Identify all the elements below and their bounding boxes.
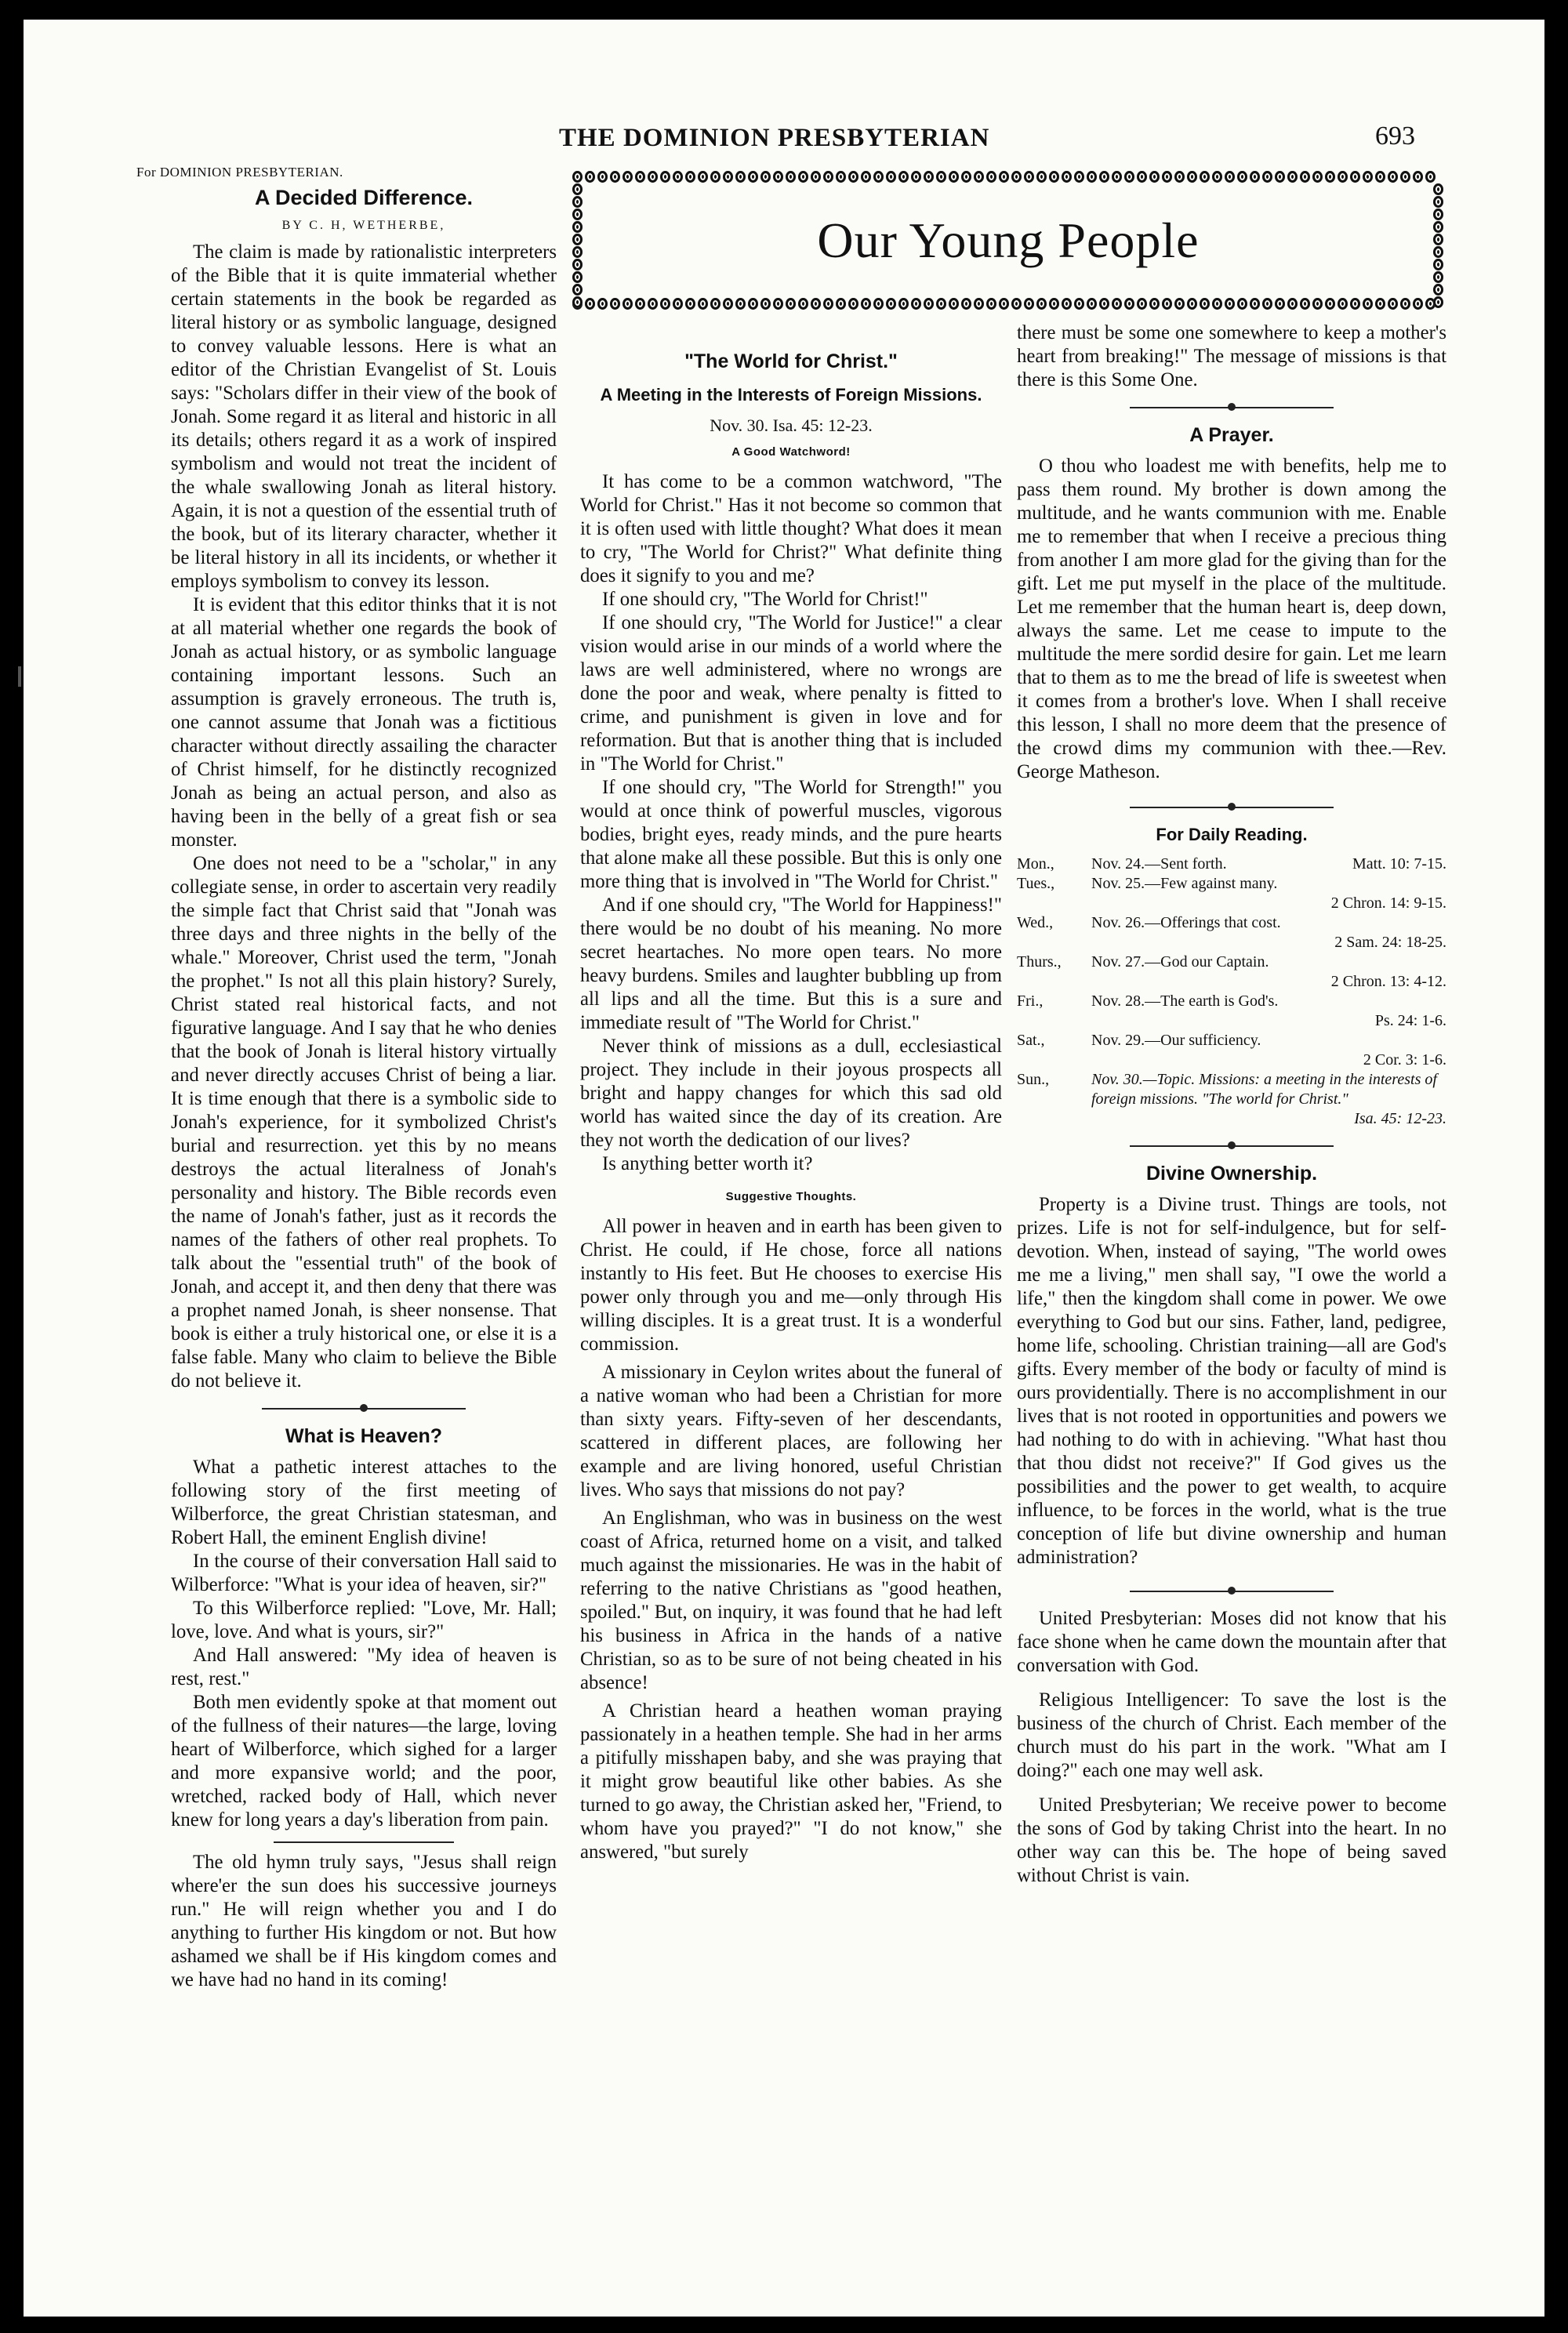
banner-border-bead — [748, 298, 758, 310]
banner-border-bead — [1433, 234, 1443, 245]
paragraph: Property is a Divine trust. Things are tools, not prizes. Life is not for self-indulgence, but for self-devotion. When, instead of saying, "The world owes me me a living," men shall say, "I owe the world a life," then the kingdom shall come in power. We owe everything to God but our sins. Father, land, pedigree, home life, schooling. Christian training—all are God's gifts. Every member of the body or faculty of mind is ours providentially. There is no accomplishment in our lives that is not rooted in opportunities and powers we had nothing to do with in achieving. "What hast thou that thou didst not receive?" If God gives us the possibilities and the power to get wealth, to acquire influence, to be forces in the world, what is the true conception of life but divine ownership and human administration? — [1017, 1194, 1446, 1568]
section-banner — [572, 171, 1444, 310]
banner-border-bead — [1400, 171, 1410, 183]
column-right — [1017, 321, 1446, 1888]
reading-day: Sat., — [1017, 1032, 1045, 1049]
article-title-decided-difference: A Decided Difference. — [254, 186, 474, 209]
banner-border-bead — [1200, 171, 1210, 183]
banner-border-bead — [748, 171, 758, 183]
section-divider — [262, 1399, 466, 1418]
banner-border-bead — [1312, 171, 1323, 183]
banner-border-bead — [622, 171, 633, 183]
banner-border-bead — [811, 171, 821, 183]
banner-border-bead — [648, 298, 658, 310]
banner-border-bead — [961, 171, 971, 183]
banner-border-bead — [786, 171, 796, 183]
subhead-suggestive-thoughts: Suggestive Thoughts. — [725, 1190, 857, 1203]
banner-border-bead — [635, 171, 645, 183]
banner-border-bead — [1124, 298, 1134, 310]
banner-border-bead — [911, 298, 921, 310]
banner-border-bead — [1250, 171, 1260, 183]
banner-border-bead — [1174, 298, 1185, 310]
reading-ref: 2 Chron. 14: 9-15. — [1330, 894, 1446, 912]
banner-border-bead — [1087, 298, 1097, 310]
banner-border-bead — [898, 171, 909, 183]
banner-border-bead — [798, 298, 808, 310]
banner-border-bead — [1074, 171, 1084, 183]
banner-border-bead — [1187, 171, 1197, 183]
banner-border-bead — [1137, 171, 1147, 183]
banner-border-bead — [823, 298, 833, 310]
banner-border-bead — [861, 171, 871, 183]
banner-border-bead — [1225, 171, 1235, 183]
scan-margin-mark — [18, 666, 21, 687]
column-middle — [580, 345, 1002, 1864]
banner-border-bead — [1011, 298, 1022, 310]
banner-border-bead — [1262, 298, 1272, 310]
banner-border-bead — [1011, 171, 1022, 183]
banner-border-bead — [986, 298, 996, 310]
banner-border-bead — [1087, 171, 1097, 183]
banner-border-bead — [1275, 171, 1285, 183]
banner-border-bead — [572, 171, 583, 183]
banner-border-bead — [886, 171, 896, 183]
banner-border-bead — [1433, 259, 1443, 270]
banner-border-bead — [1225, 298, 1235, 310]
banner-border-bead — [1262, 171, 1272, 183]
article-kicker: For DOMINION PRESBYTERIAN. — [136, 165, 343, 180]
article-byline: BY C. H, WETHERBE, — [281, 219, 446, 232]
banner-border-bead — [673, 298, 683, 310]
banner-border-bead — [798, 171, 808, 183]
banner-border-bead — [648, 171, 658, 183]
banner-border-bead — [760, 171, 771, 183]
banner-border-bead — [848, 298, 858, 310]
reading-day: Sun., — [1017, 1071, 1050, 1088]
paragraph: To this Wilberforce replied: "Love, Mr. Hall; love, love. And what is yours, sir?" — [171, 1598, 557, 1642]
running-head: THE DOMINION PRESBYTERIAN — [559, 124, 990, 152]
banner-border-bead — [773, 171, 783, 183]
banner-border-bead — [1425, 171, 1436, 183]
paragraph: A Christian heard a heathen woman praying passionately in a heathen temple. She had in her arms a pitifully misshapen baby, and she was praying that it might grow beautiful like other babies. As she turned to go away, the Christian asked her, "Friend, to whom have you prayed?" "I do not know," she answered, "but surely — [580, 1700, 1002, 1863]
banner-border-bead — [1433, 284, 1443, 296]
banner-border-bead — [1174, 171, 1185, 183]
paragraph: In the course of their conversation Hall said to Wilberforce: "What is your idea of heaven, sir?" — [171, 1551, 557, 1595]
page-number: 693 — [1375, 122, 1415, 151]
reading-day: Fri., — [1017, 992, 1044, 1010]
banner-border-bead — [597, 171, 608, 183]
reading-text: Nov. 26.—Offerings that cost. — [1091, 914, 1281, 931]
section-rule — [274, 1841, 454, 1843]
banner-border-bead — [924, 171, 934, 183]
reading-text: Nov. 28.—The earth is God's. — [1091, 992, 1279, 1010]
banner-border-bead — [873, 298, 884, 310]
banner-border-bead — [1024, 171, 1034, 183]
reading-text: Nov. 24.—Sent forth. — [1091, 855, 1227, 873]
article-title-what-is-heaven: What is Heaven? — [285, 1425, 443, 1447]
section-divider — [1130, 398, 1334, 417]
banner-border-bead — [823, 171, 833, 183]
banner-border-bead — [886, 298, 896, 310]
banner-border-bead — [1112, 171, 1122, 183]
banner-border-bead — [974, 298, 984, 310]
paragraph: One does not need to be a "scholar," in any collegiate sense, in order to ascertain very readily the simple fact that Christ said that "Jonah was three days and three nights in the belly of the whale." Moreover, Christ used the term, "Jonah the prophet." Is not all this plain history? Surely, Christ stated real historical facts, and not figurative language. And I say that he who denies that the book of Jonah is literal history virtually and never directly accuses Christ of being a liar. It is time enough that there is a symbolic side to Jonah's experience, for it symbolized Christ's burial and resurrection. yet this by no means destroys the actual literalness of Jonah's personality and history. The Bible records even the name of Jonah's father, just as it records the names of the fathers of other real prophets. To talk about the "essential truth" of the book of Jonah, and accept it, and then deny that there was a prophet named Jonah, is sheer nonsense. That book is either a truly historical one, or else it is a false fable. Many who claim to believe the Bible do not believe it. — [171, 853, 557, 1391]
banner-border-bead — [1287, 298, 1298, 310]
banner-border-bead — [1300, 298, 1310, 310]
reading-day: Wed., — [1017, 914, 1054, 931]
banner-border-bead — [710, 298, 720, 310]
banner-border-bead — [610, 298, 620, 310]
banner-border-bead — [1149, 298, 1160, 310]
banner-border-bead — [936, 171, 946, 183]
banner-border-bead — [999, 171, 1009, 183]
banner-border-bead — [911, 171, 921, 183]
section-divider — [1130, 1137, 1334, 1156]
banner-border-bead — [848, 171, 858, 183]
banner-border-bead — [949, 171, 959, 183]
paragraph: Religious Intelligencer: To save the lost is the business of the church of Christ. Each member of the church must do his part in the work. "What am I doing?" each one may well ask. — [1017, 1689, 1446, 1781]
banner-border-bead — [660, 298, 670, 310]
banner-border-bead — [622, 298, 633, 310]
banner-border-bead — [1312, 298, 1323, 310]
banner-border-bead — [873, 171, 884, 183]
banner-border-bead — [685, 171, 695, 183]
banner-border-bead — [685, 298, 695, 310]
reading-ref: 2 Cor. 3: 1-6. — [1363, 1051, 1446, 1069]
banner-border-bead — [1400, 298, 1410, 310]
banner-border-bead — [610, 171, 620, 183]
banner-border-bead — [660, 171, 670, 183]
paragraph: It is evident that this editor thinks that it is not at all material whether one regards the book of Jonah as actual history, or as symbolic language containing important lessons. Such an assumption is gravely erroneous. The truth is, one cannot assume that Jonah was a fictitious character without directly assailing the character of Christ himself, for he distinctly recognized Jonah as being an actual person, and also as having been in the belly of a great fish or sea monster. — [171, 594, 557, 851]
section-divider — [1130, 798, 1334, 817]
banner-border-bead — [836, 298, 846, 310]
banner-border-bead — [1413, 298, 1423, 310]
banner-border-bead — [723, 298, 733, 310]
scripture-reference: Nov. 30. Isa. 45: 12-23. — [710, 415, 873, 435]
table-row — [1017, 854, 1446, 874]
section-title: Our Young People — [817, 212, 1200, 268]
banner-border-bead — [585, 298, 595, 310]
banner-border-bead — [1099, 298, 1109, 310]
banner-border-bead — [1187, 298, 1197, 310]
banner-border-bead — [1036, 171, 1047, 183]
banner-border-bead — [572, 296, 583, 308]
banner-border-bead — [1433, 209, 1443, 220]
paragraph: If one should cry, "The World for Justice!" a clear vision would arise in our minds of a world where the laws are well administered, where no wrongs are done the poor and weak, where penalty is fitted to crime, and punishment is given in love and for reformation. But that is another thing that is included in "The World for Christ." — [580, 612, 1002, 775]
table-row — [1017, 992, 1446, 1031]
banner-border-bead — [1433, 246, 1443, 258]
banner-border-bead — [786, 298, 796, 310]
banner-border-bead — [572, 246, 583, 258]
article-title-divine-ownership: Divine Ownership. — [1145, 1163, 1318, 1185]
banner-border-bead — [673, 171, 683, 183]
banner-border-bead — [924, 298, 934, 310]
paragraph: United Presbyterian; We receive power to become the sons of God by taking Christ into the heart. In no other way can this be. The hope of being saved without Christ is vain. — [1017, 1794, 1446, 1886]
table-row — [1017, 1070, 1446, 1129]
reading-day: Thurs., — [1017, 953, 1062, 971]
banner-border-bead — [1375, 171, 1385, 183]
banner-border-bead — [1350, 298, 1360, 310]
banner-border-bead — [723, 171, 733, 183]
banner-border-bead — [949, 298, 959, 310]
banner-border-bead — [572, 234, 583, 245]
paragraph: A missionary in Ceylon writes about the funeral of a native woman who had been a Christian for more than sixty years. Fifty-seven of her descendants, scattered in different places, are following her example and are living honored, useful Christian lives. Who says that missions do not pay? — [580, 1362, 1002, 1500]
banner-border-bead — [1388, 298, 1398, 310]
banner-border-bead — [1388, 171, 1398, 183]
paragraph: What a pathetic interest attaches to the following story of the first meeting of Wilberforce, the great Christian statesman, and Robert Hall, the eminent English divine! — [171, 1457, 557, 1548]
banner-border-bead — [698, 171, 708, 183]
reading-text: Nov. 29.—Our sufficiency. — [1091, 1032, 1261, 1049]
banner-border-bead — [974, 171, 984, 183]
article-title-daily-reading: For Daily Reading. — [1156, 825, 1308, 844]
banner-border-bead — [1162, 171, 1172, 183]
reading-ref: Matt. 10: 7-15. — [1352, 855, 1446, 873]
banner-border-bead — [811, 298, 821, 310]
banner-border-bead — [1049, 171, 1059, 183]
banner-border-bead — [1237, 171, 1247, 183]
banner-border-bead — [1137, 298, 1147, 310]
paragraph: If one should cry, "The World for Strength!" you would at once think of powerful muscles, vigorous bodies, bright eyes, ready minds, and the pure hearts that alone make all these possible. But this is only one more thing that is involved in "The World for Christ." — [580, 777, 1002, 892]
banner-border-bead — [1036, 298, 1047, 310]
banner-border-bead — [1338, 171, 1348, 183]
banner-border-bead — [597, 298, 608, 310]
banner-border-bead — [1433, 196, 1443, 208]
banner-border-bead — [1062, 298, 1072, 310]
banner-border-bead — [1363, 298, 1373, 310]
article-title-world-for-christ: "The World for Christ." — [684, 350, 898, 372]
paragraph: And Hall answered: "My idea of heaven is rest, rest." — [171, 1645, 557, 1689]
banner-border-bead — [1350, 171, 1360, 183]
banner-border-bead — [1275, 298, 1285, 310]
banner-border-bead — [760, 298, 771, 310]
banner-border-bead — [1325, 171, 1335, 183]
banner-border-bead — [735, 171, 746, 183]
table-row — [1017, 913, 1446, 952]
banner-border-bead — [1212, 298, 1222, 310]
paragraph: It has come to be a common watchword, "The World for Christ." Has it not become so common that it is often used with little thought? What does it mean to cry, "The World for Christ?" What definite thing does it signify to you and me? — [580, 471, 1002, 586]
column-left — [136, 161, 557, 1992]
daily-reading-table — [1017, 854, 1446, 1129]
banner-border-bead — [1433, 183, 1443, 195]
banner-border-bead — [1250, 298, 1260, 310]
banner-border-bead — [1074, 298, 1084, 310]
banner-border-bead — [1325, 298, 1335, 310]
banner-border-bead — [986, 171, 996, 183]
paragraph-continuation: there must be some one somewhere to keep a mother's heart from breaking!" The message of missions is that there is this Some One. — [1017, 322, 1446, 390]
paragraph: The old hymn truly says, "Jesus shall reign where'er the sun does his successive journeys run." He will reign whether you and I do anything to further His kingdom or not. But how ashamed we shall be if His kingdom comes and we have had no hand in its coming! — [171, 1852, 557, 1990]
table-row — [1017, 874, 1446, 913]
banner-border-bead — [1363, 171, 1373, 183]
banner-border-bead — [572, 271, 583, 283]
paragraph: All power in heaven and in earth has been given to Christ. He could, if He chose, force all nations instantly to His feet. But He chooses to exercise His power only through you and me—only through His willing disciples. It is a great trust. It is a wonderful commission. — [580, 1216, 1002, 1355]
banner-border-bead — [999, 298, 1009, 310]
banner-border-bead — [961, 298, 971, 310]
banner-border-bead — [1375, 298, 1385, 310]
paragraph: Never think of missions as a dull, ecclesiastical project. They include in their joyous prospects all bright and happy changes for which this sad old world has waited since the day of its creation. Are they not worth the dedication of our lives? — [580, 1036, 1002, 1151]
banner-border-bead — [1162, 298, 1172, 310]
banner-border-bead — [1024, 298, 1034, 310]
subhead-good-watchword: A Good Watchword! — [731, 445, 851, 459]
reading-text: Nov. 27.—God our Captain. — [1091, 953, 1269, 971]
paragraph: The claim is made by rationalistic interpreters of the Bible that it is quite immaterial whether certain statements in the book be regarded as literal history or as symbolic language, designed to convey valuable lessons. Here is what an editor of the Christian Evangelist of St. Louis says: "Scholars differ in their view of the book of Jonah. Some regard it as literal and historic in all its details; others regard it as a work of inspired symbolism and would not treat the incident of the whale swallowing Jonah as literal history. Again, it is not a question of the essential truth of the book, but of its literary character, whether it be literal history in all its incidents, or whether it employs symbolism to convey its lesson. — [171, 241, 557, 592]
banner-border-bead — [710, 171, 720, 183]
banner-border-bead — [572, 221, 583, 233]
banner-border-bead — [1200, 298, 1210, 310]
banner-border-bead — [1338, 298, 1348, 310]
section-divider — [1130, 1582, 1334, 1601]
banner-border-bead — [936, 298, 946, 310]
banner-border-bead — [735, 298, 746, 310]
reading-text: Nov. 25.—Few against many. — [1091, 875, 1278, 892]
reading-ref: Ps. 24: 1-6. — [1374, 1012, 1446, 1029]
reading-day: Tues., — [1017, 875, 1055, 892]
article-subtitle: A Meeting in the Interests of Foreign Missions. — [600, 385, 982, 405]
paragraph: An Englishman, who was in business on the west coast of Africa, returned home on a visit, and talked much against the missionaries. He was in the habit of referring to the native Christians as "good heathen, spoiled." But, on inquiry, it was found that he had left his business in Africa in the hands of a native Christian, so as to be sure of not being cheated in his absence! — [580, 1508, 1002, 1693]
paragraph: Both men evidently spoke at that moment out of the fullness of their natures—the large, loving heart of Wilberforce, which sighed for a larger and more expansive world; and the poor, wretched, racked body of Hall, which never knew for long years a day's liberation from pain. — [171, 1692, 557, 1830]
paragraph: If one should cry, "The World for Christ!" — [602, 589, 928, 610]
banner-border-bead — [1433, 296, 1443, 308]
banner-border-bead — [572, 183, 583, 195]
banner-border-bead — [1413, 171, 1423, 183]
banner-border-bead — [572, 209, 583, 220]
banner-border-bead — [1433, 271, 1443, 283]
reading-ref: Isa. 45: 12-23. — [1354, 1110, 1446, 1127]
banner-border-bead — [1124, 171, 1134, 183]
article-title-a-prayer: A Prayer. — [1189, 424, 1274, 446]
banner-border-bead — [572, 259, 583, 270]
banner-border-bead — [585, 171, 595, 183]
banner-border-bead — [698, 298, 708, 310]
banner-border-bead — [773, 298, 783, 310]
reading-ref: 2 Sam. 24: 18-25. — [1334, 934, 1446, 951]
paragraph: And if one should cry, "The World for Happiness!" there would be no doubt of his meaning. No more secret heartaches. No more open tears. No more heavy burdens. Smiles and laughter bubbling up from all lips and all the time. But this is a sure and immediate result of "The World for Christ." — [580, 894, 1002, 1033]
reading-day: Mon., — [1017, 855, 1054, 873]
banner-border-bead — [1212, 171, 1222, 183]
paragraph: O thou who loadest me with benefits, help me to pass them round. My brother is down among the multitude, and he wants communion with me. Enable me to remember that when I receive a precious thing from another I am more glad for the giving than for the gift. Let me put myself in the place of the multitude. Let me remember that the human heart is, deep down, always the same. Let me cease to impute to the multitude the mere sordid desire for gain. Let me learn that to them as to me the bread of life is sweetest when it comes from a brother's love. When I shall receive this lesson, I shall no more deem that the presence of the crowd dims my communion with thee.—Rev. George Matheson. — [1017, 455, 1446, 782]
banner-border-bead — [1237, 298, 1247, 310]
banner-border-bead — [1433, 221, 1443, 233]
banner-border-bead — [1300, 171, 1310, 183]
paragraph: Is anything better worth it? — [602, 1153, 813, 1174]
table-row — [1017, 952, 1446, 992]
banner-border-bead — [635, 298, 645, 310]
banner-border-bead — [1287, 171, 1298, 183]
banner-border-bead — [572, 284, 583, 296]
banner-border-bead — [1062, 171, 1072, 183]
banner-border-bead — [1112, 298, 1122, 310]
banner-border-bead — [898, 298, 909, 310]
reading-text: Nov. 30.—Topic. Missions: a meeting in the interests of foreign missions. "The world for Christ." — [1091, 1071, 1437, 1108]
banner-border-bead — [1099, 171, 1109, 183]
banner-border-bead — [1149, 171, 1160, 183]
banner-border-bead — [1049, 298, 1059, 310]
reading-ref: 2 Chron. 13: 4-12. — [1330, 973, 1446, 990]
table-row — [1017, 1031, 1446, 1070]
banner-border-bead — [861, 298, 871, 310]
paragraph: United Presbyterian: Moses did not know that his face shone when he came down the mountain after that conversation with God. — [1017, 1608, 1446, 1676]
banner-border-bead — [572, 196, 583, 208]
banner-border-bead — [836, 171, 846, 183]
